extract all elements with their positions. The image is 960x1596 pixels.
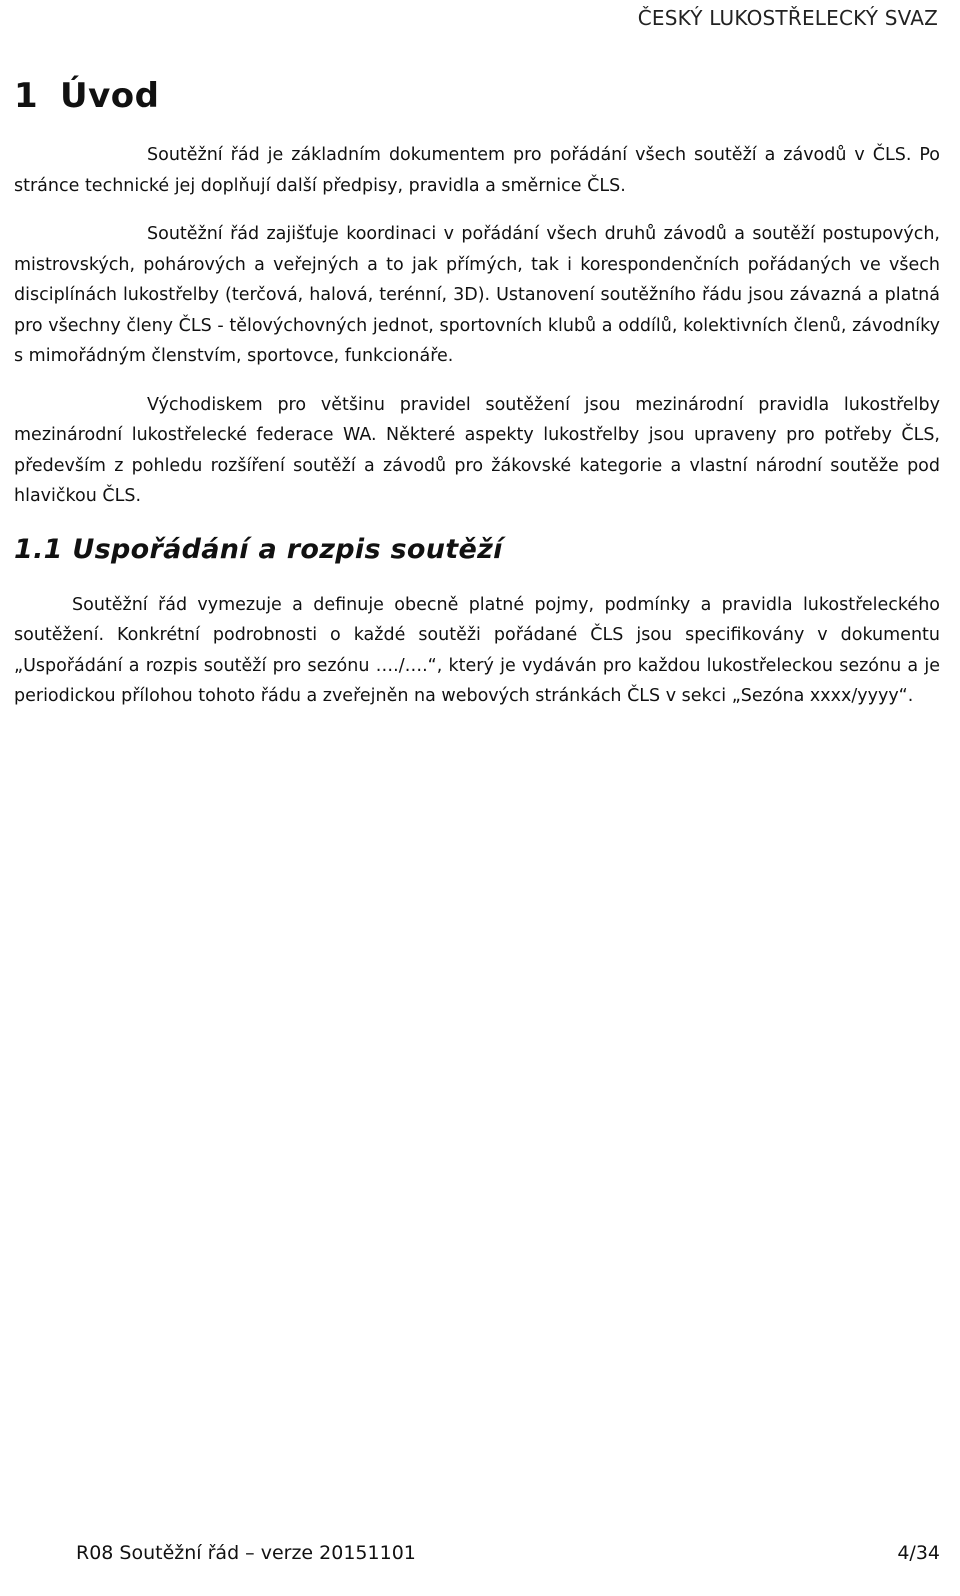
chapter-title xyxy=(14,70,940,122)
page-footer xyxy=(76,1542,940,1564)
chapter-number: 1 xyxy=(14,76,39,116)
section-title: 1.1 Uspořádání a rozpis soutěží xyxy=(14,533,503,565)
paragraph-rules: Východiskem pro většinu pravidel soutěžení jsou mezinárodní pravidla lukostřelby mezinárodní lukostřelecké federace WA. Některé aspekty lukostřelby jsou upraveny pro potřeby ČLS, především z pohledu rozšíření soutěží a závodů pro žákovské kategorie a vlastní národní soutěže pod hlavičkou ČLS. xyxy=(14,394,940,506)
paragraph-section: Soutěžní řád vymezuje a definuje obecně platné pojmy, podmínky a pravidla lukostřeleckého soutěžení. Konkrétní podrobnosti o každé soutěži pořádané ČLS jsou specifikovány v dokumentu „Uspořádání a rozpis soutěží pro sezónu …./….“, který je vydáván pro každou lukostřeleckou sezónu a je periodickou přílohou tohoto řádu a zveřejněn na webových stránkách ČLS v sekci „Sezóna xxxx/yyyy“. xyxy=(14,594,940,706)
footer-document-name: R08 Soutěžní řád – verze 20151101 xyxy=(76,1542,416,1564)
page-header: ČESKÝ LUKOSTŘELECKÝ SVAZ xyxy=(637,6,938,30)
chapter-title-text: Úvod xyxy=(60,76,160,116)
paragraph-coordination: Soutěžní řád zajišťuje koordinaci v pořádání všech druhů závodů a soutěží postupových, mistrovských, pohárových a veřejných a to jak přímých, tak i korespondenčních pořádaných ve všech disciplínách lukostřelby (terčová, halová, terénní, 3D). Ustanovení soutěžního řádu jsou závazná a platná pro všechny členy ČLS - tělovýchovných jednot, sportovních klubů a oddílů, kolektivních členů, závodníky s mimořádným členstvím, sportovce, funkcionáře. xyxy=(14,224,940,366)
document-body xyxy=(14,70,940,730)
paragraph-intro: Soutěžní řád je základním dokumentem pro pořádání všech soutěží a závodů v ČLS. Po stránce technické jej doplňují další předpisy, pravidla a směrnice ČLS. xyxy=(14,145,940,196)
footer-page-number: 4/34 xyxy=(897,1542,940,1564)
